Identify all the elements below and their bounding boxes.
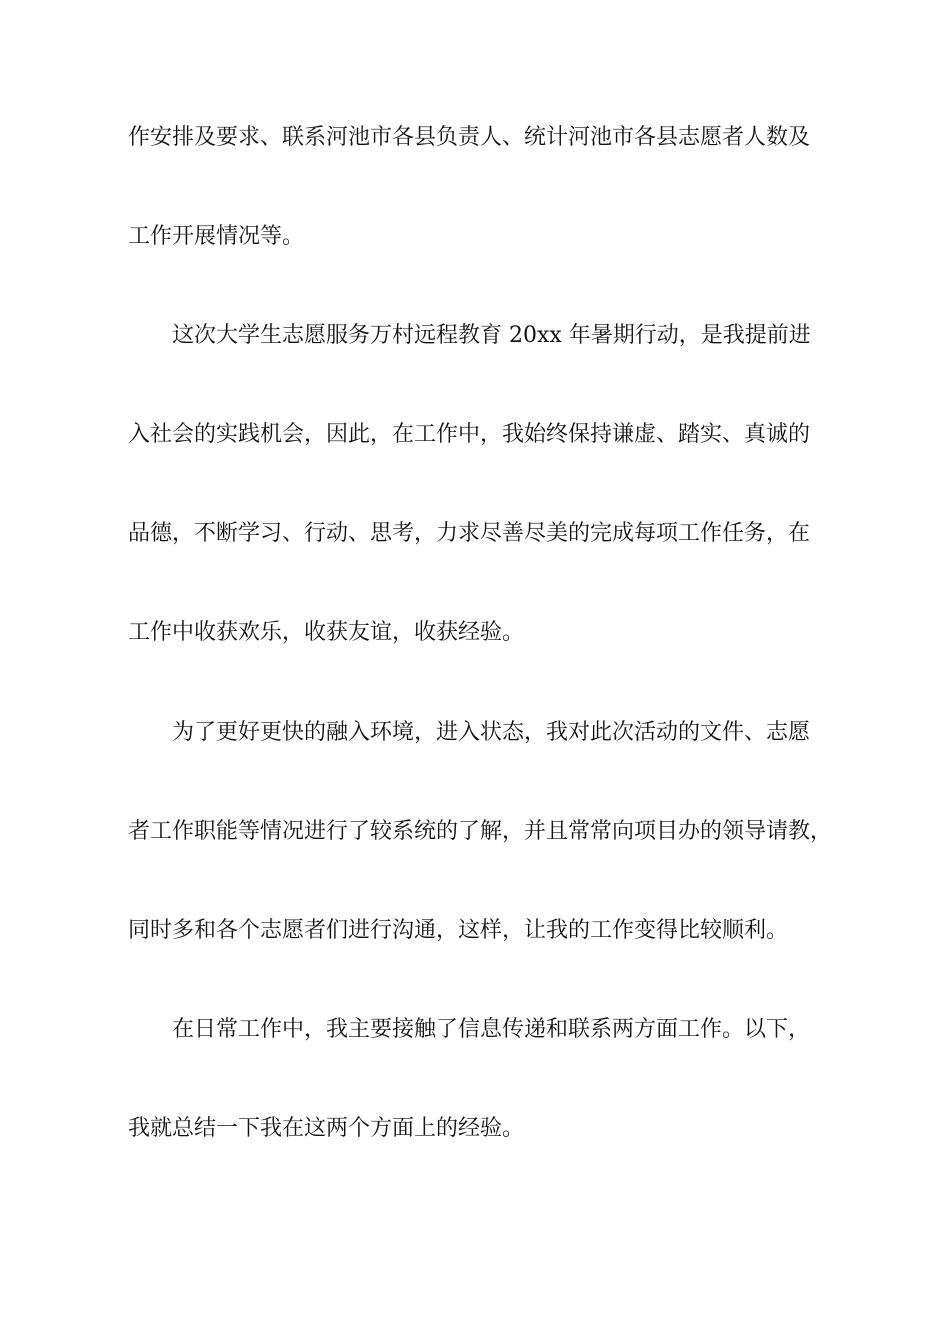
text-line: 我就总结一下我在这两个方面上的经验。: [128, 1116, 525, 1141]
paragraph-start-line: 这次大学生志愿服务万村远程教育 20xx 年暑期行动，是我提前进: [172, 323, 811, 348]
text-line: 同时多和各个志愿者们进行沟通，这样，让我的工作变得比较顺利。: [128, 918, 789, 943]
paragraph-start-line: 为了更好更快的融入环境，进入状态，我对此次活动的文件、志愿: [172, 720, 811, 745]
text-line: 入社会的实践机会，因此，在工作中，我始终保持谦虚、踏实、真诚的: [128, 422, 811, 447]
text-line: 作安排及要求、联系河池市各县负责人、统计河池市各县志愿者人数及: [128, 125, 811, 150]
paragraph-start-line: 在日常工作中，我主要接触了信息传递和联系两方面工作。以下，: [172, 1017, 811, 1042]
text-line: 品德，不断学习、行动、思考，力求尽善尽美的完成每项工作任务，在: [128, 521, 811, 546]
text-line: 工作中收获欢乐，收获友谊，收获经验。: [128, 620, 525, 645]
text-line: 者工作职能等情况进行了较系统的了解，并且常常向项目办的领导请教，: [128, 819, 833, 844]
text-line: 工作开展情况等。: [128, 224, 305, 249]
